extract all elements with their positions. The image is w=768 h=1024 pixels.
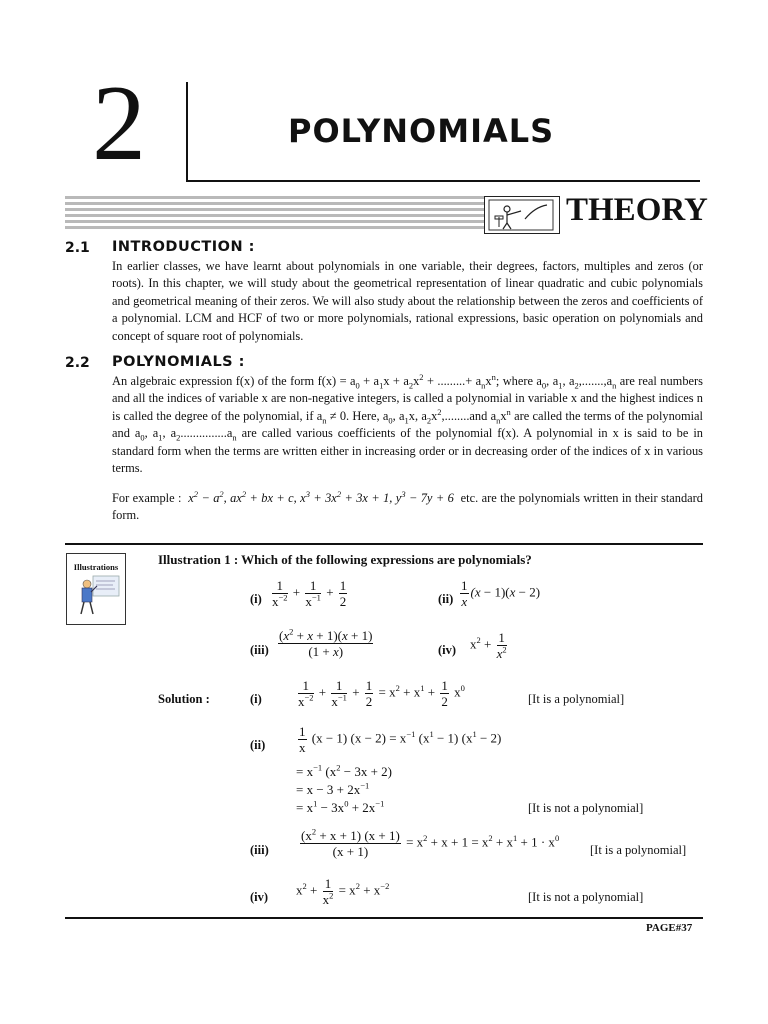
question-expression: $\frac{(x^2 + x + 1)(x + 1)}{(1 + x)}$ — [279, 626, 373, 659]
section-number: 2.2 — [65, 355, 90, 371]
solution-line: $\frac{(x^2 + x + 1) (x + 1)}{(x + 1)}$ = $x^2 + x + 1 = x^2 + x^1 + 1 \cdot x^0$ — [301, 826, 560, 859]
section-title: POLYNOMIALS : — [112, 354, 245, 370]
solution-line: $\frac{1}{x}$ (x − 1) $(x - 2) = x^{-1}$ $(x^1 - 1) (x^1 - 2)$ — [299, 724, 502, 755]
header-vertical-rule — [186, 82, 188, 182]
verdict-text: [It is a polynomial] — [590, 843, 687, 857]
example-polynomials: $x^2 - a^2$, $ax^2$ + bx + c, $x^3 + 3x^2 + 3x + 1$, $y^3 - 7y + 6$ — [184, 488, 458, 505]
item-label: (ii) — [250, 738, 266, 752]
section-number: 2.1 — [65, 240, 90, 256]
question-expression: $\frac{1}{x}$ (x − 1)(x − 2) — [461, 578, 541, 609]
illustration-heading: Illustration 1 : Which of the following expressions are polynomials? — [158, 552, 532, 567]
solution-line: $\frac{1}{x^{-2}}$ + $\frac{1}{x^{-1}}$ + $\frac{1}{2}$ = $x^2 + x^1$ + $\frac{1}{2}$ $x^0$ — [298, 678, 465, 709]
item-label: (iii) — [250, 643, 269, 657]
verdict-text: [It is a polynomial] — [528, 692, 625, 706]
solution-step: = $x^1 - 3x^0 + 2x^{-1}$ — [296, 798, 385, 815]
item-label: (iii) — [250, 843, 269, 857]
illustrations-badge-label: Illustrations — [73, 562, 119, 572]
theory-stripes — [65, 196, 485, 230]
example-tail: etc. are the polynomials written in their standard form. — [112, 491, 703, 523]
solution-line: $x^2$ + $\frac{1}{x^2}$ = $x^2 + x^{-2}$ — [296, 876, 390, 907]
teacher-board-icon — [484, 196, 560, 234]
example-lead: For example : — [112, 491, 182, 505]
item-label: (ii) — [438, 592, 454, 606]
solution-step: = $x^{-1}$ $(x^2 - 3x + 2)$ — [296, 762, 392, 779]
header-horizontal-rule — [186, 180, 700, 182]
solution-label: Solution : — [158, 692, 210, 706]
question-expression: $\frac{1}{x^{-2}}$ + $\frac{1}{x^{-1}}$ + $\frac{1}{2}$ — [272, 578, 347, 609]
item-label: (iv) — [250, 890, 269, 904]
intro-paragraph: In earlier classes, we have learnt about polynomials in one variable, their degrees, factors, multiples and zeros (or roots). In this chapter, we will study about the geometrical representation of linear quadratic and cubic polynomials and geometrical meaning of their zeros. We will also study about the relationship between the zeros and coefficients of a polynomial. LCM and HCF of two or more polynomials, rational expressions, basic operation on polynomials and concept of square root of polynomials. — [112, 259, 703, 343]
question-expression: $x^2$ + $\frac{1}{x^2}$ — [470, 630, 507, 661]
chapter-number: 2 — [92, 64, 146, 183]
item-label: (i) — [250, 692, 262, 706]
verdict-text: [It is not a polynomial] — [528, 801, 644, 815]
example-line — [112, 490, 703, 525]
item-label: (i) — [250, 592, 262, 606]
footer-rule — [65, 917, 703, 919]
polynomials-paragraph: An algebraic expression f(x) of the form $f(x) = a_0 + a_1x + a_2x^2$ + .........+ $a_nx^n$; where $a_0$, $a_1$, $a_2,.......,a_n$ are real numbers and all the indices of variable x are non-negative integers, is called a polynomial in variable x and the highest indices n is called the degree of the polynomial, if $a_n \ne 0$. Here, $a_0$, $a_1x$, $a_2x^2,........and$ $a_nx^n$ are called the terms of the polynomial and $a_0$, $a_1$, $a_2...............a_n$ are called various coefficients of the polynomial f(x). A polynomial in x is said to be in standard form when the terms are written either in increasing order or in decreasing order of the indices of x in various terms. — [112, 371, 704, 476]
verdict-text: [It is not a polynomial] — [528, 890, 644, 904]
chapter-title: POLYNOMIALS — [288, 112, 555, 150]
page-number: PAGE#37 — [646, 922, 693, 934]
illustration-separator — [65, 543, 703, 545]
item-label: (iv) — [438, 643, 457, 657]
theory-label: THEORY — [566, 192, 708, 228]
solution-step: = $x - 3 + 2x^{-1}$ — [296, 780, 370, 797]
section-title: INTRODUCTION : — [112, 239, 255, 255]
